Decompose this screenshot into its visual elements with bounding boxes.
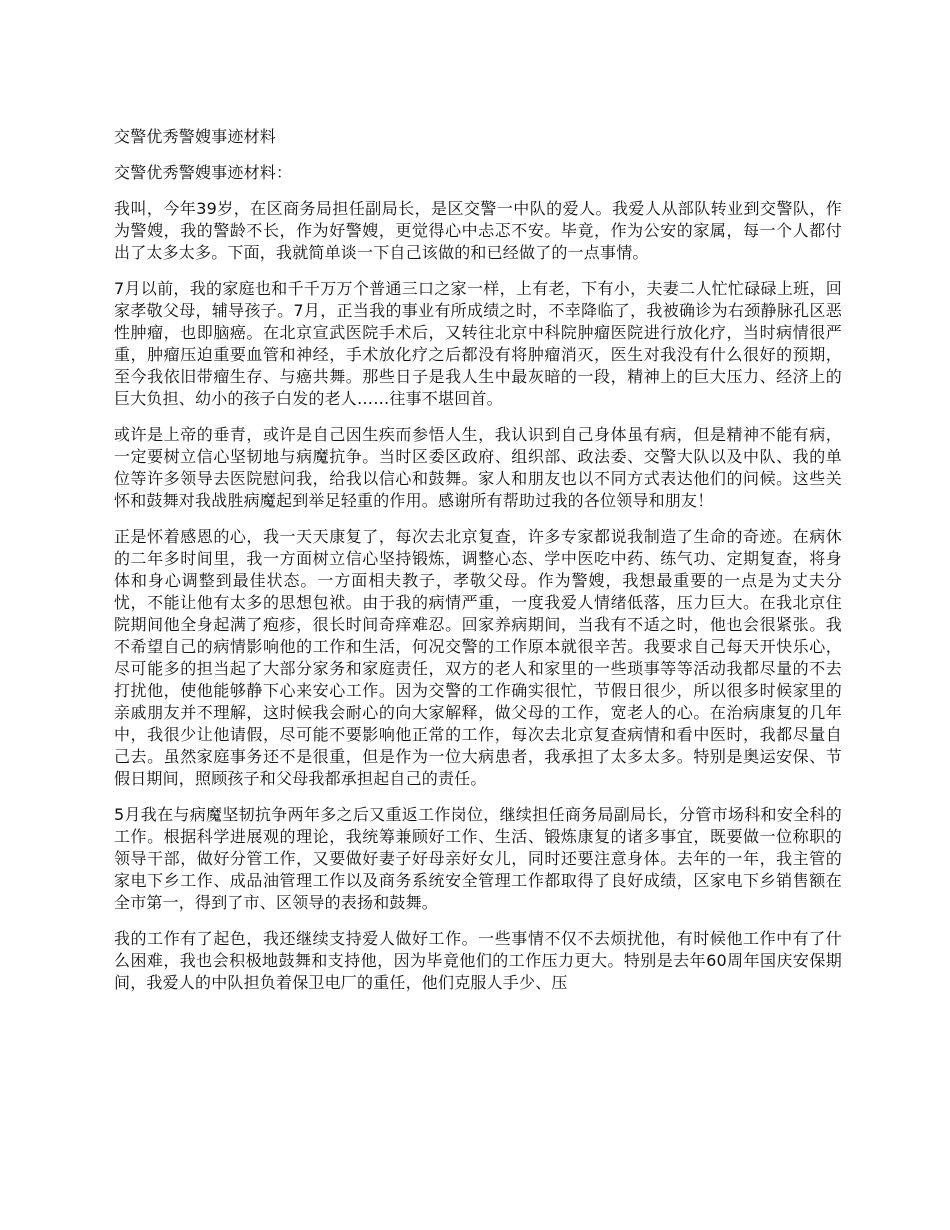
paragraph: 7月以前，我的家庭也和千千万万个普通三口之家一样，上有老，下有小，夫妻二人忙忙碌碌上班，回家孝敬父母，辅导孩子。7月，正当我的事业有所成绩之时，不幸降临了，我被确诊为右颈静脉孔区恶性肿瘤，也即脑癌。在北京宣武医院手术后，又转往北京中科院肿瘤医院进行放化疗，当时病情很严重，肿瘤压迫重要血管和神经，手术放化疗之后都没有将肿瘤消灭，医生对我没有什么很好的预期，至今我依旧带瘤生存、与癌共舞。那些日子是我人生中最灰暗的一段，精神上的巨大压力、经济上的巨大负担、幼小的孩子白发的老人……往事不堪回首。 xyxy=(114,279,842,408)
paragraph: 5月我在与病魔坚韧抗争两年多之后又重返工作岗位，继续担任商务局副局长，分管市场科和安全科的工作。根据科学进展观的理论，我统筹兼顾好工作、生活、锻炼康复的诸多事宜，既要做一位称职的领导干部，做好分管工作，又要做好妻子好母亲好女儿，同时还要注意身体。去年的一年，我主管的家电下乡工作、成品油管理工作以及商务系统安全管理工作都取得了良好成绩，区家电下乡销售额在全市第一，得到了市、区领导的表扬和鼓舞。 xyxy=(114,805,842,912)
paragraph: 我叫，今年39岁，在区商务局担任副局长，是区交警一中队的爱人。我爱人从部队转业到交警队，作为警嫂，我的警龄不长，作为好警嫂，更觉得心中忐忑不安。毕竟，作为公安的家属，每一个人都付出了太多太多。下面，我就简单谈一下自己该做的和已经做了的一点事情。 xyxy=(114,199,842,262)
document-body xyxy=(114,126,842,1008)
paragraph: 或许是上帝的垂青，或许是自己因生疾而参悟人生，我认识到自己身体虽有病，但是精神不能有病，一定要树立信心坚韧地与病魔抗争。当时区委区政府、组织部、政法委、交警大队以及中队、我的单位等许多领导去医院慰问我，给我以信心和鼓舞。家人和朋友也以不同方式表达他们的问候。这些关怀和鼓舞对我战胜病魔起到举足轻重的作用。感谢所有帮助过我的各位领导和朋友！ xyxy=(114,425,842,510)
document-subtitle: 交警优秀警嫂事迹材料： xyxy=(114,163,293,182)
document-title: 交警优秀警嫂事迹材料 xyxy=(114,127,277,146)
paragraph: 我的工作有了起色，我还继续支持爱人做好工作。一些事情不仅不去烦扰他，有时候他工作中有了什么困难，我也会积极地鼓舞和支持他，因为毕竟他们的工作压力更大。特别是去年60周年国庆安保期间，我爱人的中队担负着保卫电厂的重任，他们克服人手少、压 xyxy=(114,929,842,992)
paragraph: 正是怀着感恩的心，我一天天康复了，每次去北京复查，许多专家都说我制造了生命的奇迹。在病休的二年多时间里，我一方面树立信心坚持锻炼，调整心态、学中医吃中药、练气功、定期复查，将身体和身心调整到最佳状态。一方面相夫教子，孝敬父母。作为警嫂，我想最重要的一点是为丈夫分忧，不能让他有太多的思想包袱。由于我的病情严重，一度我爱人情绪低落，压力巨大。在我北京住院期间他全身起满了疱疹，很长时间奇痒难忍。回家养病期间，当我有不适之时，他也会很紧张。我不希望自己的病情影响他的工作和生活，何况交警的工作原本就很辛苦。我要求自己每天开快乐心，尽可能多的担当起了大部分家务和家庭责任，双方的老人和家里的一些琐事等等活动我都尽量的不去打扰他，使他能够静下心来安心工作。因为交警的工作确实很忙，节假日很少，所以很多时候家里的亲戚朋友并不理解，这时候我会耐心的向大家解释，做父母的工作，宽老人的心。在治病康复的几年中，我很少让他请假，尽可能不要影响他正常的工作，每次去北京复查病情和看中医时，我都尽量自己去。虽然家庭事务还不是很重，但是作为一位大病患者，我承担了太多太多。特别是奥运安保、节假日期间，照顾孩子和父母我都承担起自己的责任。 xyxy=(114,527,842,788)
